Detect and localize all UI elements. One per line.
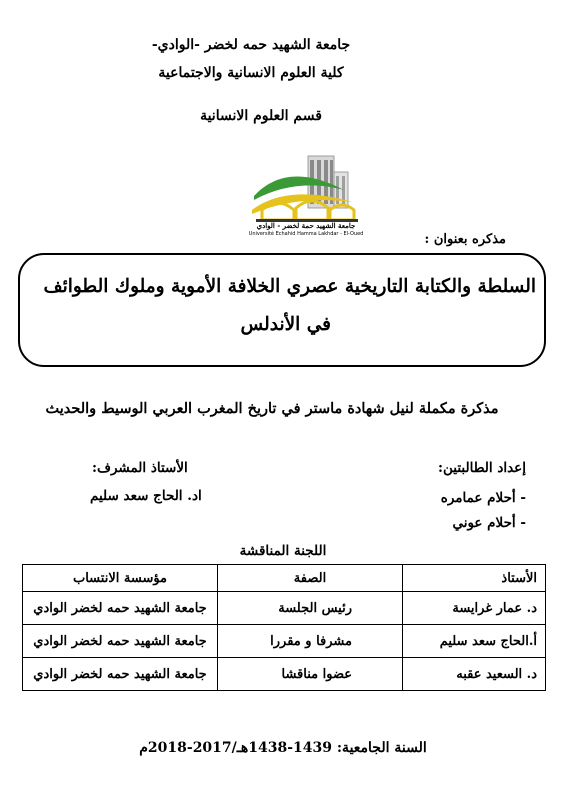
degree-statement: مذكرة مكملة لنيل شهادة ماستر في تاريخ المغرب العربي الوسيط والحديث <box>45 400 499 417</box>
cell-professor: أ.الحاج سعد سليم <box>403 625 546 658</box>
header-role: الصفة <box>218 565 403 592</box>
student-name: - أحلام عمامره <box>440 490 526 506</box>
cell-role: عضوا مناقشا <box>218 658 403 691</box>
committee-table <box>22 564 546 691</box>
student-name: - أحلام عوني <box>452 515 526 531</box>
cell-role: مشرفا و مقررا <box>218 625 403 658</box>
faculty-name: كلية العلوم الانسانية والاجتماعية <box>158 65 344 81</box>
university-logo <box>248 150 364 240</box>
logo-caption-french: Université Echahid Hamma Lakhdar - El-Oued <box>248 231 364 237</box>
supervisor-name: اد. الحاج سعد سليم <box>90 488 202 504</box>
academic-year <box>0 740 566 756</box>
academic-year-value: 1438-1439هـ/2017-2018م <box>139 740 333 756</box>
cell-institution: جامعة الشهيد حمه لخضر الوادي <box>23 592 218 625</box>
supervisor-label: الأستاذ المشرف: <box>92 460 188 476</box>
table-row <box>23 658 546 691</box>
header-professor: الأستاذ <box>403 565 546 592</box>
academic-year-label: السنة الجامعية: <box>336 740 427 756</box>
cell-professor: د. السعيد عقبه <box>403 658 546 691</box>
cell-professor: د. عمار غرايسة <box>403 592 546 625</box>
memo-label: مذكره بعنوان : <box>424 232 506 247</box>
logo-caption-arabic: جامعة الشهيد حمة لخضر - الوادي <box>256 221 356 230</box>
university-name: جامعة الشهيد حمه لخضر -الوادي- <box>151 37 351 53</box>
thesis-title-line-2: في الأندلس <box>240 314 331 335</box>
thesis-title-line-1: السلطة والكتابة التاريخية عصري الخلافة الأموية وملوك الطوائف <box>43 276 536 297</box>
table-row <box>23 625 546 658</box>
students-label: إعداد الطالبتين: <box>437 460 526 476</box>
cell-institution: جامعة الشهيد حمه لخضر الوادي <box>23 658 218 691</box>
cell-institution: جامعة الشهيد حمه لخضر الوادي <box>23 625 218 658</box>
committee-title: اللجنة المناقشة <box>239 543 327 559</box>
department-name: قسم العلوم الانسانية <box>200 108 322 124</box>
table-header-row <box>23 565 546 592</box>
thesis-title <box>30 268 536 344</box>
cell-role: رئيس الجلسة <box>218 592 403 625</box>
header-institution: مؤسسة الانتساب <box>23 565 218 592</box>
table-row <box>23 592 546 625</box>
